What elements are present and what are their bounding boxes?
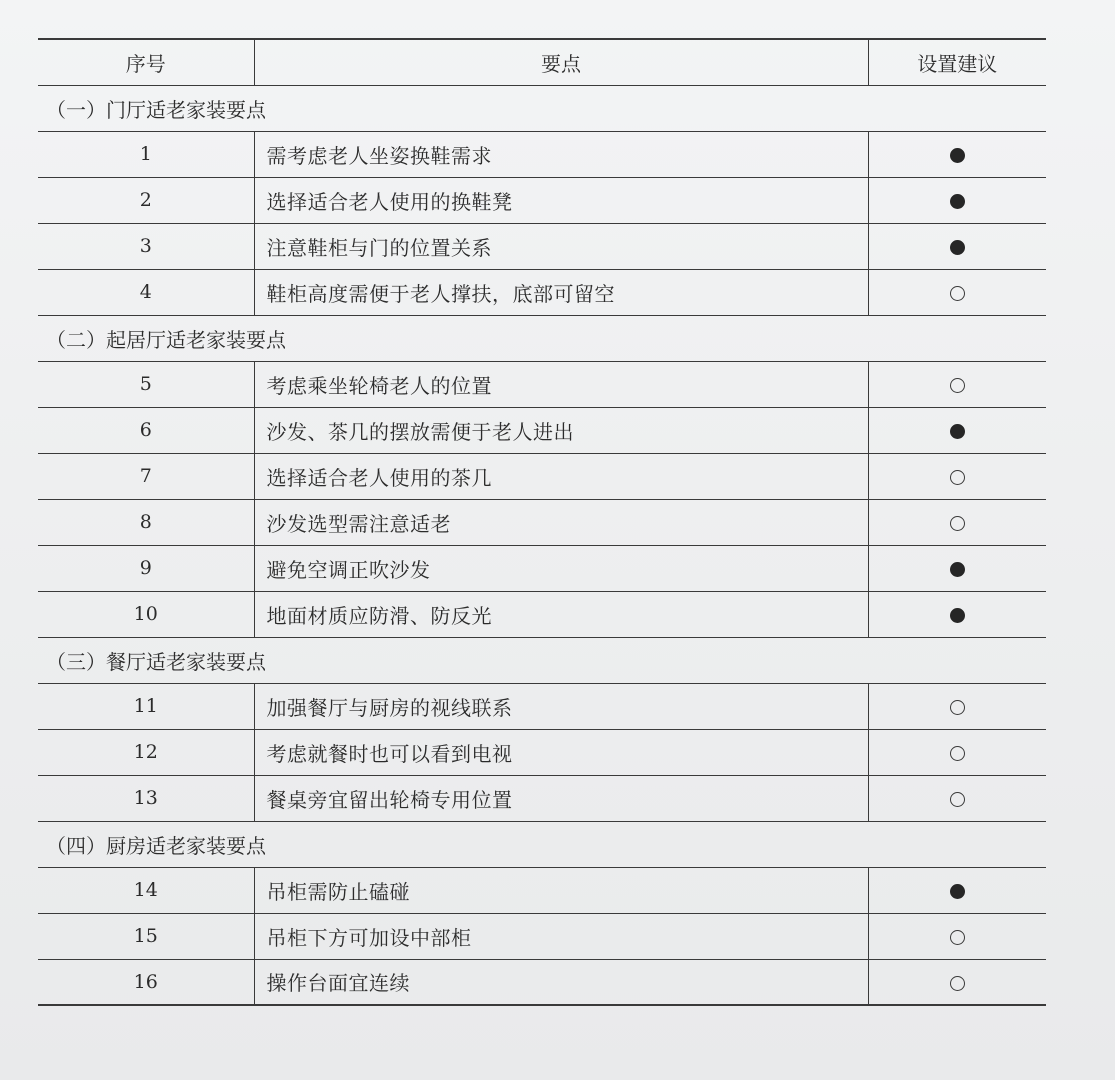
table-row bbox=[38, 453, 1046, 499]
elderly-home-design-table bbox=[38, 38, 1046, 1006]
section-row bbox=[38, 821, 1046, 867]
table-row bbox=[38, 177, 1046, 223]
row-recommendation bbox=[868, 131, 1046, 177]
row-point: 地面材质应防滑、防反光 bbox=[254, 591, 868, 637]
table-row bbox=[38, 775, 1046, 821]
table-row bbox=[38, 131, 1046, 177]
section-row bbox=[38, 85, 1046, 131]
section-row bbox=[38, 315, 1046, 361]
row-recommendation bbox=[868, 775, 1046, 821]
filled-circle-icon bbox=[950, 194, 965, 209]
row-point: 吊柜下方可加设中部柜 bbox=[254, 913, 868, 959]
row-recommendation bbox=[868, 223, 1046, 269]
filled-circle-icon bbox=[950, 424, 965, 439]
table-row bbox=[38, 729, 1046, 775]
filled-circle-icon bbox=[950, 884, 965, 899]
section-row bbox=[38, 637, 1046, 683]
row-number: 14 bbox=[38, 867, 254, 913]
row-number: 6 bbox=[38, 407, 254, 453]
row-number: 4 bbox=[38, 269, 254, 315]
table-row bbox=[38, 867, 1046, 913]
row-point: 考虑就餐时也可以看到电视 bbox=[254, 729, 868, 775]
row-point: 鞋柜高度需便于老人撑扶，底部可留空 bbox=[254, 269, 868, 315]
section-title: （二）起居厅适老家装要点 bbox=[38, 315, 1046, 361]
row-point: 操作台面宜连续 bbox=[254, 959, 868, 1005]
row-point: 加强餐厅与厨房的视线联系 bbox=[254, 683, 868, 729]
table-header-row bbox=[38, 39, 1046, 85]
header-no: 序号 bbox=[38, 39, 254, 85]
filled-circle-icon bbox=[950, 608, 965, 623]
row-recommendation bbox=[868, 269, 1046, 315]
row-number: 12 bbox=[38, 729, 254, 775]
hollow-circle-icon bbox=[950, 930, 965, 945]
row-number: 13 bbox=[38, 775, 254, 821]
row-recommendation bbox=[868, 177, 1046, 223]
row-number: 11 bbox=[38, 683, 254, 729]
row-recommendation bbox=[868, 729, 1046, 775]
hollow-circle-icon bbox=[950, 976, 965, 991]
table-row bbox=[38, 223, 1046, 269]
section-title: （四）厨房适老家装要点 bbox=[38, 821, 1046, 867]
hollow-circle-icon bbox=[950, 378, 965, 393]
table-row bbox=[38, 545, 1046, 591]
row-number: 10 bbox=[38, 591, 254, 637]
hollow-circle-icon bbox=[950, 516, 965, 531]
header-point: 要点 bbox=[254, 39, 868, 85]
row-number: 2 bbox=[38, 177, 254, 223]
table-body bbox=[38, 85, 1046, 1005]
hollow-circle-icon bbox=[950, 746, 965, 761]
row-number: 5 bbox=[38, 361, 254, 407]
table-row bbox=[38, 499, 1046, 545]
hollow-circle-icon bbox=[950, 792, 965, 807]
row-recommendation bbox=[868, 499, 1046, 545]
row-number: 1 bbox=[38, 131, 254, 177]
table-row bbox=[38, 683, 1046, 729]
row-point: 需考虑老人坐姿换鞋需求 bbox=[254, 131, 868, 177]
row-recommendation bbox=[868, 959, 1046, 1005]
row-recommendation bbox=[868, 867, 1046, 913]
table-row bbox=[38, 407, 1046, 453]
row-point: 考虑乘坐轮椅老人的位置 bbox=[254, 361, 868, 407]
row-recommendation bbox=[868, 591, 1046, 637]
filled-circle-icon bbox=[950, 240, 965, 255]
table-row bbox=[38, 913, 1046, 959]
section-title: （一）门厅适老家装要点 bbox=[38, 85, 1046, 131]
row-recommendation bbox=[868, 453, 1046, 499]
row-number: 16 bbox=[38, 959, 254, 1005]
row-recommendation bbox=[868, 545, 1046, 591]
row-recommendation bbox=[868, 361, 1046, 407]
header-recommendation: 设置建议 bbox=[868, 39, 1046, 85]
row-number: 7 bbox=[38, 453, 254, 499]
row-number: 3 bbox=[38, 223, 254, 269]
row-point: 选择适合老人使用的换鞋凳 bbox=[254, 177, 868, 223]
row-number: 9 bbox=[38, 545, 254, 591]
row-recommendation bbox=[868, 683, 1046, 729]
row-point: 吊柜需防止磕碰 bbox=[254, 867, 868, 913]
row-number: 8 bbox=[38, 499, 254, 545]
row-point: 选择适合老人使用的茶几 bbox=[254, 453, 868, 499]
table-row bbox=[38, 269, 1046, 315]
table-row bbox=[38, 959, 1046, 1005]
row-recommendation bbox=[868, 913, 1046, 959]
hollow-circle-icon bbox=[950, 286, 965, 301]
row-point: 沙发选型需注意适老 bbox=[254, 499, 868, 545]
filled-circle-icon bbox=[950, 562, 965, 577]
hollow-circle-icon bbox=[950, 700, 965, 715]
row-point: 避免空调正吹沙发 bbox=[254, 545, 868, 591]
section-title: （三）餐厅适老家装要点 bbox=[38, 637, 1046, 683]
row-point: 餐桌旁宜留出轮椅专用位置 bbox=[254, 775, 868, 821]
table-row bbox=[38, 361, 1046, 407]
filled-circle-icon bbox=[950, 148, 965, 163]
row-point: 注意鞋柜与门的位置关系 bbox=[254, 223, 868, 269]
table-row bbox=[38, 591, 1046, 637]
row-point: 沙发、茶几的摆放需便于老人进出 bbox=[254, 407, 868, 453]
row-number: 15 bbox=[38, 913, 254, 959]
row-recommendation bbox=[868, 407, 1046, 453]
hollow-circle-icon bbox=[950, 470, 965, 485]
